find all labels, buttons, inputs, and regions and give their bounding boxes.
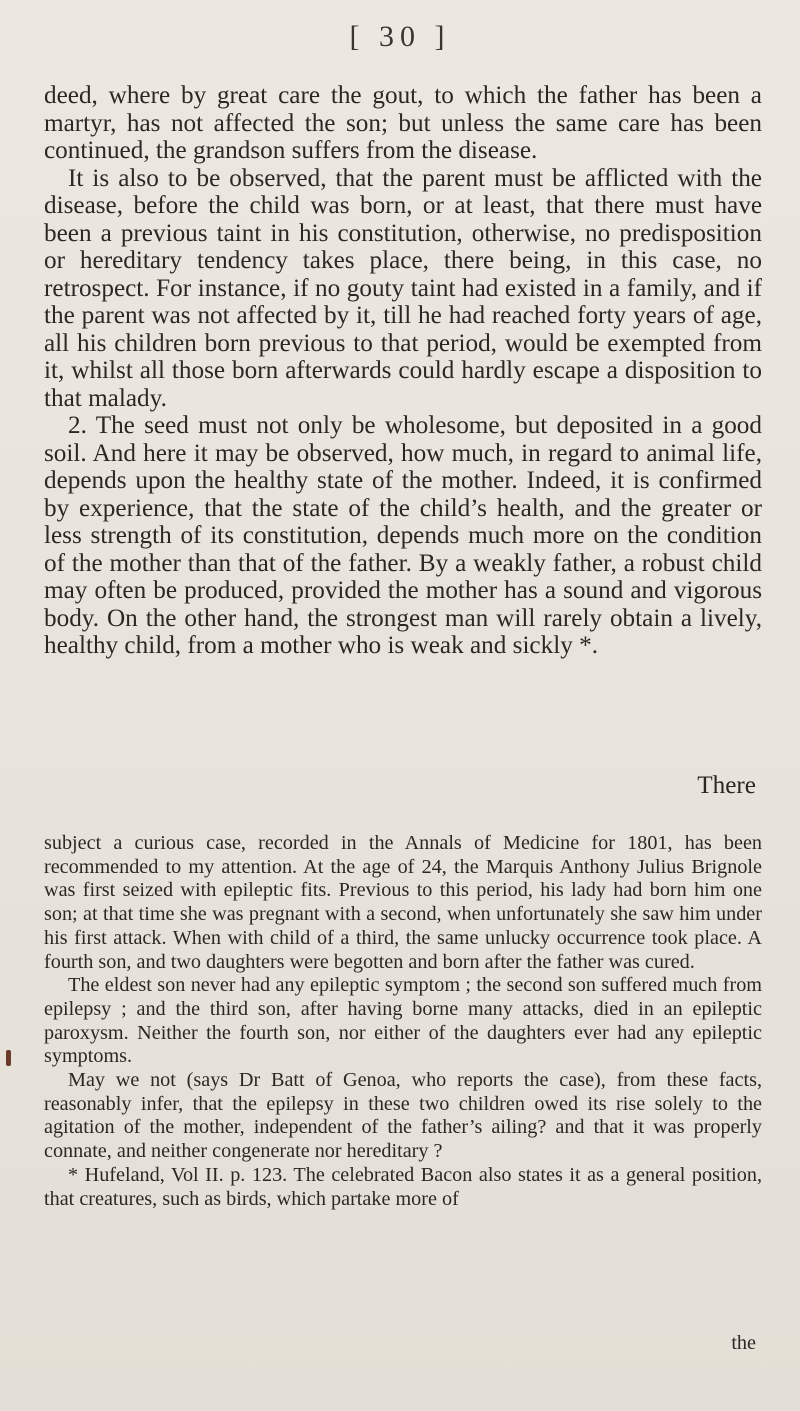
footnote-paragraph-4: * Hufeland, Vol II. p. 123. The celebrated Bacon also states it as a general position, that creatures, such as birds, which partake more of: [44, 1163, 762, 1210]
margin-ink-mark: [6, 1050, 11, 1066]
page-number: [ 30 ]: [349, 20, 451, 53]
main-paragraph-2: It is also to be observed, that the parent must be afflicted with the disease, before the child was born, or at least, that there must have been a previous taint in his constitution, otherwise, no predisposition or hereditary tendency takes place, there being, in this case, no retrospect. For instance, if no gouty taint had existed in a family, and if the parent was not affected by it, till he had reached forty years of age, all his children born previous to that period, would be exempted from it, whilst all those born afterwards could hardly escape a disposition to that malady.: [44, 164, 762, 412]
main-paragraph-3: 2. The seed must not only be wholesome, but deposited in a good soil. And here it may be observed, how much, in regard to animal life, depends upon the healthy state of the mother. Indeed, it is confirmed by experience, that the state of the child’s health, and the greater or less strength of its constitution, depends much more on the condition of the mother than that of the father. By a weakly father, a robust child may often be produced, provided the mother has a sound and vigorous body. On the other hand, the strongest man will rarely obtain a lively, healthy child, from a mother who is weak and sickly *.: [44, 412, 762, 659]
footnote-paragraph-3: May we not (says Dr Batt of Genoa, who reports the case), from these facts, reasonably infer, that the epilepsy in these two children owed its rise solely to the agitation of the mother, independent of the father’s ailing? and that it was properly connate, and neither congenerate nor hereditary ?: [44, 1069, 762, 1163]
footnote-paragraph-1: subject a curious case, recorded in the Annals of Medicine for 1801, has been recommended to my attention. At the age of 24, the Marquis Anthony Julius Brignole was first seized with epileptic fits. Previous to this period, his lady had born him one son; at that time she was pregnant with a second, when unfortunately she saw him under his first attack. When with child of a third, the same unlucky occurrence took place. A fourth son, and two daughters were begotten and born after the father was cured.: [44, 832, 762, 973]
footnote-paragraph-2: The eldest son never had any epileptic symptom ; the second son suffered much from epilepsy ; and the third son, after having borne many attacks, died in an epileptic paroxysm. Neither the fourth son, nor either of the daughters ever had any epileptic symptoms.: [44, 974, 762, 1068]
main-paragraph-1: deed, where by great care the gout, to which the father has been a martyr, has not affected the son; but unless the same care has been continued, the grandson suffers from the disease.: [44, 82, 762, 164]
main-text-block: [44, 82, 762, 660]
footnote-catchword: the: [731, 1332, 756, 1354]
footnote-text-block: [44, 832, 762, 1211]
main-catchword: There: [697, 772, 756, 799]
